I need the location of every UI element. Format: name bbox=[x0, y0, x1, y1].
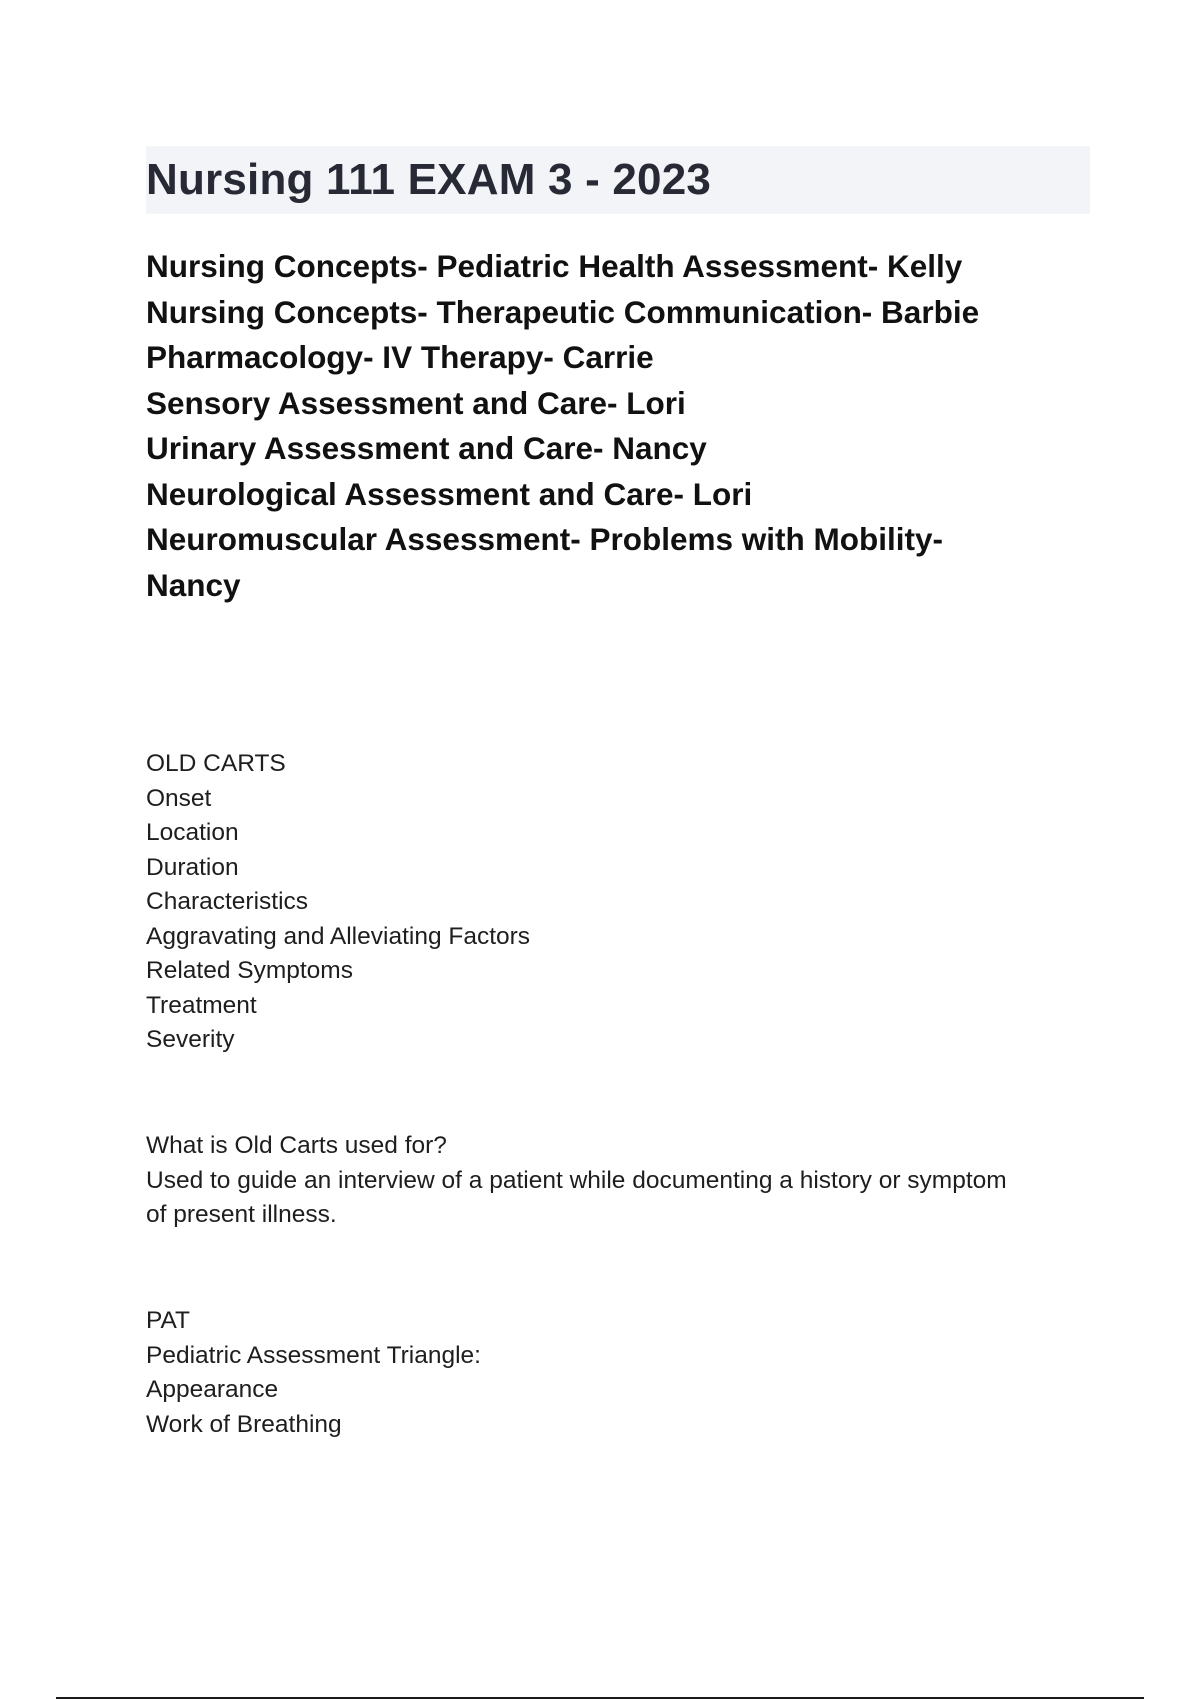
topic-item: Nursing Concepts- Therapeutic Communication- Barbie bbox=[146, 293, 980, 330]
question-prompt: What is Old Carts used for? bbox=[146, 1132, 447, 1159]
question-answer-line: Used to guide an interview of a patient while documenting a history or symptom bbox=[146, 1166, 1007, 1194]
pat-item: Work of Breathing bbox=[146, 1410, 342, 1438]
footer-divider bbox=[56, 1697, 1144, 1699]
pat-item: Appearance bbox=[146, 1376, 279, 1403]
topic-item: Nancy bbox=[146, 566, 241, 603]
pat-section bbox=[146, 1304, 1090, 1442]
old-carts-item: Characteristics bbox=[146, 888, 309, 915]
pat-heading: PAT bbox=[146, 1307, 191, 1334]
old-carts-item: Treatment bbox=[146, 991, 257, 1019]
old-carts-item: Onset bbox=[146, 784, 212, 812]
old-carts-heading: OLD CARTS bbox=[146, 750, 286, 777]
old-carts-item: Aggravating and Alleviating Factors bbox=[146, 922, 531, 950]
topic-item: Sensory Assessment and Care- Lori bbox=[146, 384, 686, 421]
question-answer-line: of present illness. bbox=[146, 1201, 337, 1228]
topic-item: Neuromuscular Assessment- Problems with Mobility- bbox=[146, 521, 944, 557]
old-carts-item: Related Symptoms bbox=[146, 957, 353, 984]
title-bar bbox=[146, 146, 1090, 214]
old-carts-item: Severity bbox=[146, 1026, 235, 1053]
topic-item: Urinary Assessment and Care- Nancy bbox=[146, 430, 707, 466]
old-carts-section bbox=[146, 747, 1090, 1058]
question-section bbox=[146, 1129, 1090, 1233]
topic-list bbox=[146, 244, 1090, 608]
topic-item: Nursing Concepts- Pediatric Health Assessment- Kelly bbox=[146, 248, 963, 284]
topic-item: Pharmacology- IV Therapy- Carrie bbox=[146, 339, 654, 375]
document-title: Nursing 111 EXAM 3 - 2023 bbox=[146, 155, 712, 204]
topic-item: Neurological Assessment and Care- Lori bbox=[146, 475, 753, 512]
old-carts-item: Duration bbox=[146, 853, 239, 881]
pat-item: Pediatric Assessment Triangle: bbox=[146, 1341, 481, 1369]
old-carts-item: Location bbox=[146, 819, 239, 846]
